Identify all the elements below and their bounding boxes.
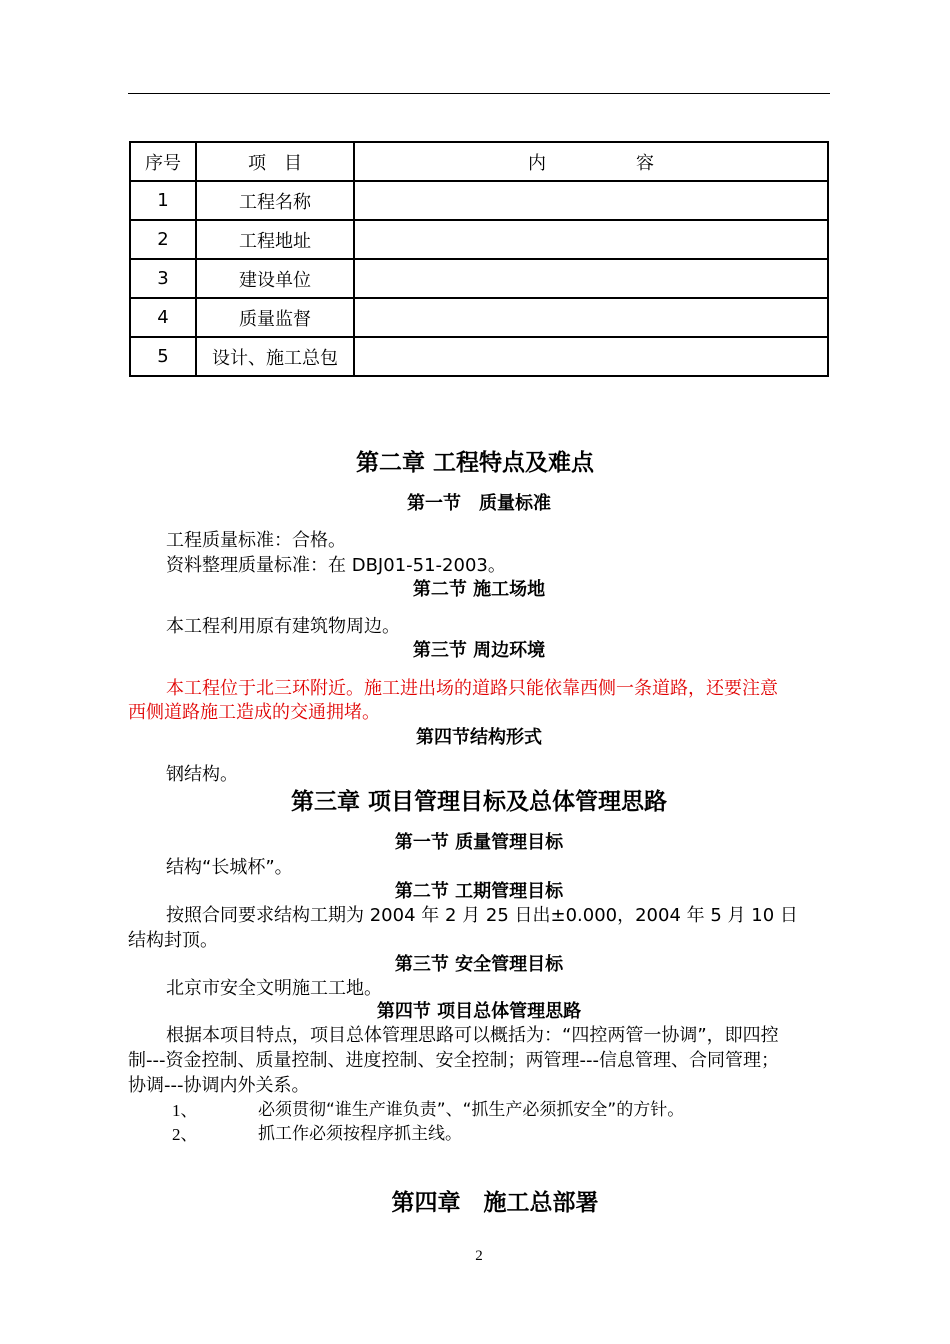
project-info-table <box>129 141 829 377</box>
row-item: 设计、施工总包 <box>196 337 354 376</box>
row-no: 3 <box>130 259 196 298</box>
ch2-section-1-title: 第一节 质量标准 <box>407 493 551 514</box>
ch2-section-3-title: 第三节 周边环境 <box>412 640 546 661</box>
table-row <box>130 181 828 220</box>
chapter-2-title: 第二章 工程特点及难点 <box>355 450 594 476</box>
ch3-section-4-title: 第四节 项目总体管理思路 <box>376 1001 582 1022</box>
ch2-s4-paragraph-1: 钢结构。 <box>166 764 238 785</box>
chapter-3-title: 第三章 项目管理目标及总体管理思路 <box>290 789 667 815</box>
ch3-s2-line-1: 按照合同要求结构工期为 2004 年 2 月 25 日出±0.000，2004 年 5 月 10 日 <box>166 905 798 926</box>
row-item: 工程名称 <box>196 181 354 220</box>
ch3-s4-line-3: 协调---协调内外关系。 <box>128 1075 310 1096</box>
ch3-s3-paragraph-1: 北京市安全文明施工工地。 <box>166 978 382 999</box>
table-row <box>130 337 828 376</box>
ch3-section-2-title: 第二节 工期管理目标 <box>394 881 564 902</box>
table-header-row <box>130 142 828 181</box>
ch3-s4-line-1: 根据本项目特点，项目总体管理思路可以概括为：“四控两管一协调”，即四控 <box>166 1025 779 1046</box>
ch3-s2-line-2: 结构封顶。 <box>128 930 218 951</box>
row-content <box>354 298 828 337</box>
header-cell-no: 序号 <box>130 142 196 181</box>
table-row <box>130 298 828 337</box>
ch3-s4-line-2: 制---资金控制、质量控制、进度控制、安全控制；两管理---信息管理、合同管理； <box>128 1050 779 1071</box>
row-no: 1 <box>130 181 196 220</box>
header-rule <box>128 93 830 94</box>
ch3-s1-paragraph-1: 结构“长城杯”。 <box>166 857 293 878</box>
row-item: 工程地址 <box>196 220 354 259</box>
row-item: 建设单位 <box>196 259 354 298</box>
ch2-s3-line-2: 西侧道路施工造成的交通拥堵。 <box>128 702 380 723</box>
ch2-section-4-title: 第四节结构形式 <box>416 727 542 748</box>
page-number: 2 <box>475 1248 483 1264</box>
row-content <box>354 259 828 298</box>
table-row <box>130 220 828 259</box>
ch2-s3-line-1: 本工程位于北三环附近。施工进出场的道路只能依靠西侧一条道路，还要注意 <box>166 678 778 699</box>
row-content <box>354 337 828 376</box>
row-no: 4 <box>130 298 196 337</box>
ch2-section-2-title: 第二节 施工场地 <box>412 579 546 600</box>
list-item-2-number: 2、 <box>172 1125 198 1144</box>
list-item-1-text: 必须贯彻“谁生产谁负责”、“抓生产必须抓安全”的方针。 <box>258 1100 685 1120</box>
row-content <box>354 181 828 220</box>
header-cell-item: 项 目 <box>196 142 354 181</box>
row-no: 2 <box>130 220 196 259</box>
list-item-2-text: 抓工作必须按程序抓主线。 <box>258 1124 462 1144</box>
ch2-s1-paragraph-1: 工程质量标准：合格。 <box>166 530 346 551</box>
row-item: 质量监督 <box>196 298 354 337</box>
row-no: 5 <box>130 337 196 376</box>
list-item-1-number: 1、 <box>172 1101 198 1120</box>
row-content <box>354 220 828 259</box>
ch2-s2-paragraph-1: 本工程利用原有建筑物周边。 <box>166 616 400 637</box>
chapter-4-title: 第四章 施工总部署 <box>391 1190 599 1216</box>
ch3-section-3-title: 第三节 安全管理目标 <box>394 954 564 975</box>
ch3-section-1-title: 第一节 质量管理目标 <box>394 832 564 853</box>
header-cell-content: 内 容 <box>354 142 828 181</box>
table-row <box>130 259 828 298</box>
ch2-s1-paragraph-2: 资料整理质量标准：在 DBJ01-51-2003。 <box>166 555 506 576</box>
